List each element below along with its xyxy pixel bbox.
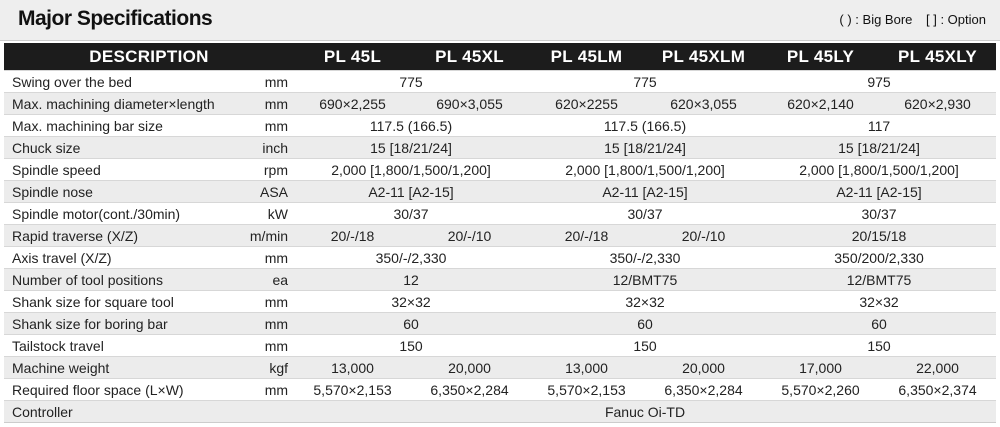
table-row <box>4 137 996 159</box>
spec-value: 22,000 <box>879 357 996 379</box>
spec-value: 350/200/2,330 <box>762 247 996 269</box>
spec-value: 12/BMT75 <box>762 269 996 291</box>
spec-value: 350/-/2,330 <box>528 247 762 269</box>
header-model: PL 45L <box>294 43 411 71</box>
table-header-row <box>4 43 996 71</box>
spec-value: 6,350×2,374 <box>879 379 996 401</box>
spec-table <box>4 43 996 423</box>
spec-value: 12 <box>294 269 528 291</box>
spec-value: 2,000 [1,800/1,500/1,200] <box>294 159 528 181</box>
page-title: Major Specifications <box>18 7 213 30</box>
spec-value: 117.5 (166.5) <box>294 115 528 137</box>
spec-unit <box>240 401 294 423</box>
spec-value: 620×2255 <box>528 93 645 115</box>
spec-value: Fanuc Oi-TD <box>294 401 996 423</box>
spec-value: 17,000 <box>762 357 879 379</box>
table-body <box>4 71 996 423</box>
spec-value: 30/37 <box>528 203 762 225</box>
header-description: DESCRIPTION <box>4 43 294 71</box>
header-model: PL 45XL <box>411 43 528 71</box>
spec-value: A2-11 [A2-15] <box>528 181 762 203</box>
table-row <box>4 291 996 313</box>
spec-value: 775 <box>528 71 762 93</box>
spec-value: 620×2,930 <box>879 93 996 115</box>
spec-unit: mm <box>240 71 294 93</box>
spec-value: 13,000 <box>528 357 645 379</box>
spec-value: 15 [18/21/24] <box>294 137 528 159</box>
table-row <box>4 115 996 137</box>
spec-description: Swing over the bed <box>4 71 240 93</box>
header-model: PL 45XLM <box>645 43 762 71</box>
spec-description: Spindle motor(cont./30min) <box>4 203 240 225</box>
spec-value: 15 [18/21/24] <box>762 137 996 159</box>
spec-description: Axis travel (X/Z) <box>4 247 240 269</box>
spec-value: 20/-/10 <box>411 225 528 247</box>
spec-description: Spindle speed <box>4 159 240 181</box>
table-row <box>4 247 996 269</box>
spec-unit: rpm <box>240 159 294 181</box>
legend-option: [ ] : Option <box>926 12 986 27</box>
header-model: PL 45LY <box>762 43 879 71</box>
table-row <box>4 269 996 291</box>
spec-value: 117.5 (166.5) <box>528 115 762 137</box>
table-row <box>4 335 996 357</box>
table-row <box>4 159 996 181</box>
spec-description: Number of tool positions <box>4 269 240 291</box>
spec-value: 20/-/18 <box>294 225 411 247</box>
spec-value: 6,350×2,284 <box>411 379 528 401</box>
spec-value: 6,350×2,284 <box>645 379 762 401</box>
header-model: PL 45XLY <box>879 43 996 71</box>
spec-unit: ea <box>240 269 294 291</box>
spec-value: A2-11 [A2-15] <box>294 181 528 203</box>
legend <box>835 12 986 27</box>
spec-unit: mm <box>240 335 294 357</box>
table-row <box>4 379 996 401</box>
spec-value: 20/-/10 <box>645 225 762 247</box>
spec-value: A2-11 [A2-15] <box>762 181 996 203</box>
spec-unit: mm <box>240 379 294 401</box>
table-row <box>4 357 996 379</box>
spec-value: 620×2,140 <box>762 93 879 115</box>
spec-description: Chuck size <box>4 137 240 159</box>
spec-description: Max. machining diameter×length <box>4 93 240 115</box>
spec-description: Tailstock travel <box>4 335 240 357</box>
spec-value: 20/15/18 <box>762 225 996 247</box>
spec-unit: inch <box>240 137 294 159</box>
spec-value: 5,570×2,260 <box>762 379 879 401</box>
spec-description: Machine weight <box>4 357 240 379</box>
spec-value: 20,000 <box>411 357 528 379</box>
spec-description: Controller <box>4 401 240 423</box>
spec-value: 5,570×2,153 <box>528 379 645 401</box>
spec-description: Shank size for square tool <box>4 291 240 313</box>
spec-value: 975 <box>762 71 996 93</box>
spec-value: 15 [18/21/24] <box>528 137 762 159</box>
legend-big-bore: ( ) : Big Bore <box>839 12 913 27</box>
spec-value: 60 <box>528 313 762 335</box>
title-bar <box>0 0 1000 41</box>
spec-value: 13,000 <box>294 357 411 379</box>
spec-value: 690×2,255 <box>294 93 411 115</box>
spec-unit: mm <box>240 247 294 269</box>
spec-description: Rapid traverse (X/Z) <box>4 225 240 247</box>
spec-value: 775 <box>294 71 528 93</box>
spec-value: 12/BMT75 <box>528 269 762 291</box>
spec-value: 690×3,055 <box>411 93 528 115</box>
spec-value: 5,570×2,153 <box>294 379 411 401</box>
table-row <box>4 203 996 225</box>
table-row <box>4 181 996 203</box>
spec-unit: mm <box>240 93 294 115</box>
table-row <box>4 401 996 423</box>
spec-value: 117 <box>762 115 996 137</box>
spec-value: 620×3,055 <box>645 93 762 115</box>
table-row <box>4 225 996 247</box>
spec-description: Max. machining bar size <box>4 115 240 137</box>
spec-value: 60 <box>762 313 996 335</box>
spec-unit: mm <box>240 115 294 137</box>
spec-value: 20,000 <box>645 357 762 379</box>
spec-value: 20/-/18 <box>528 225 645 247</box>
spec-unit: mm <box>240 313 294 335</box>
spec-value: 150 <box>528 335 762 357</box>
spec-value: 2,000 [1,800/1,500/1,200] <box>528 159 762 181</box>
spec-value: 150 <box>294 335 528 357</box>
spec-description: Spindle nose <box>4 181 240 203</box>
spec-unit: kgf <box>240 357 294 379</box>
spec-value: 32×32 <box>294 291 528 313</box>
header-model: PL 45LM <box>528 43 645 71</box>
table-row <box>4 313 996 335</box>
spec-value: 60 <box>294 313 528 335</box>
spec-unit: kW <box>240 203 294 225</box>
table-row <box>4 93 996 115</box>
spec-unit: ASA <box>240 181 294 203</box>
spec-unit: m/min <box>240 225 294 247</box>
spec-value: 30/37 <box>294 203 528 225</box>
spec-value: 32×32 <box>528 291 762 313</box>
spec-value: 32×32 <box>762 291 996 313</box>
spec-description: Shank size for boring bar <box>4 313 240 335</box>
spec-value: 2,000 [1,800/1,500/1,200] <box>762 159 996 181</box>
spec-description: Required floor space (L×W) <box>4 379 240 401</box>
spec-value: 350/-/2,330 <box>294 247 528 269</box>
spec-value: 30/37 <box>762 203 996 225</box>
spec-value: 150 <box>762 335 996 357</box>
table-row <box>4 71 996 93</box>
spec-unit: mm <box>240 291 294 313</box>
